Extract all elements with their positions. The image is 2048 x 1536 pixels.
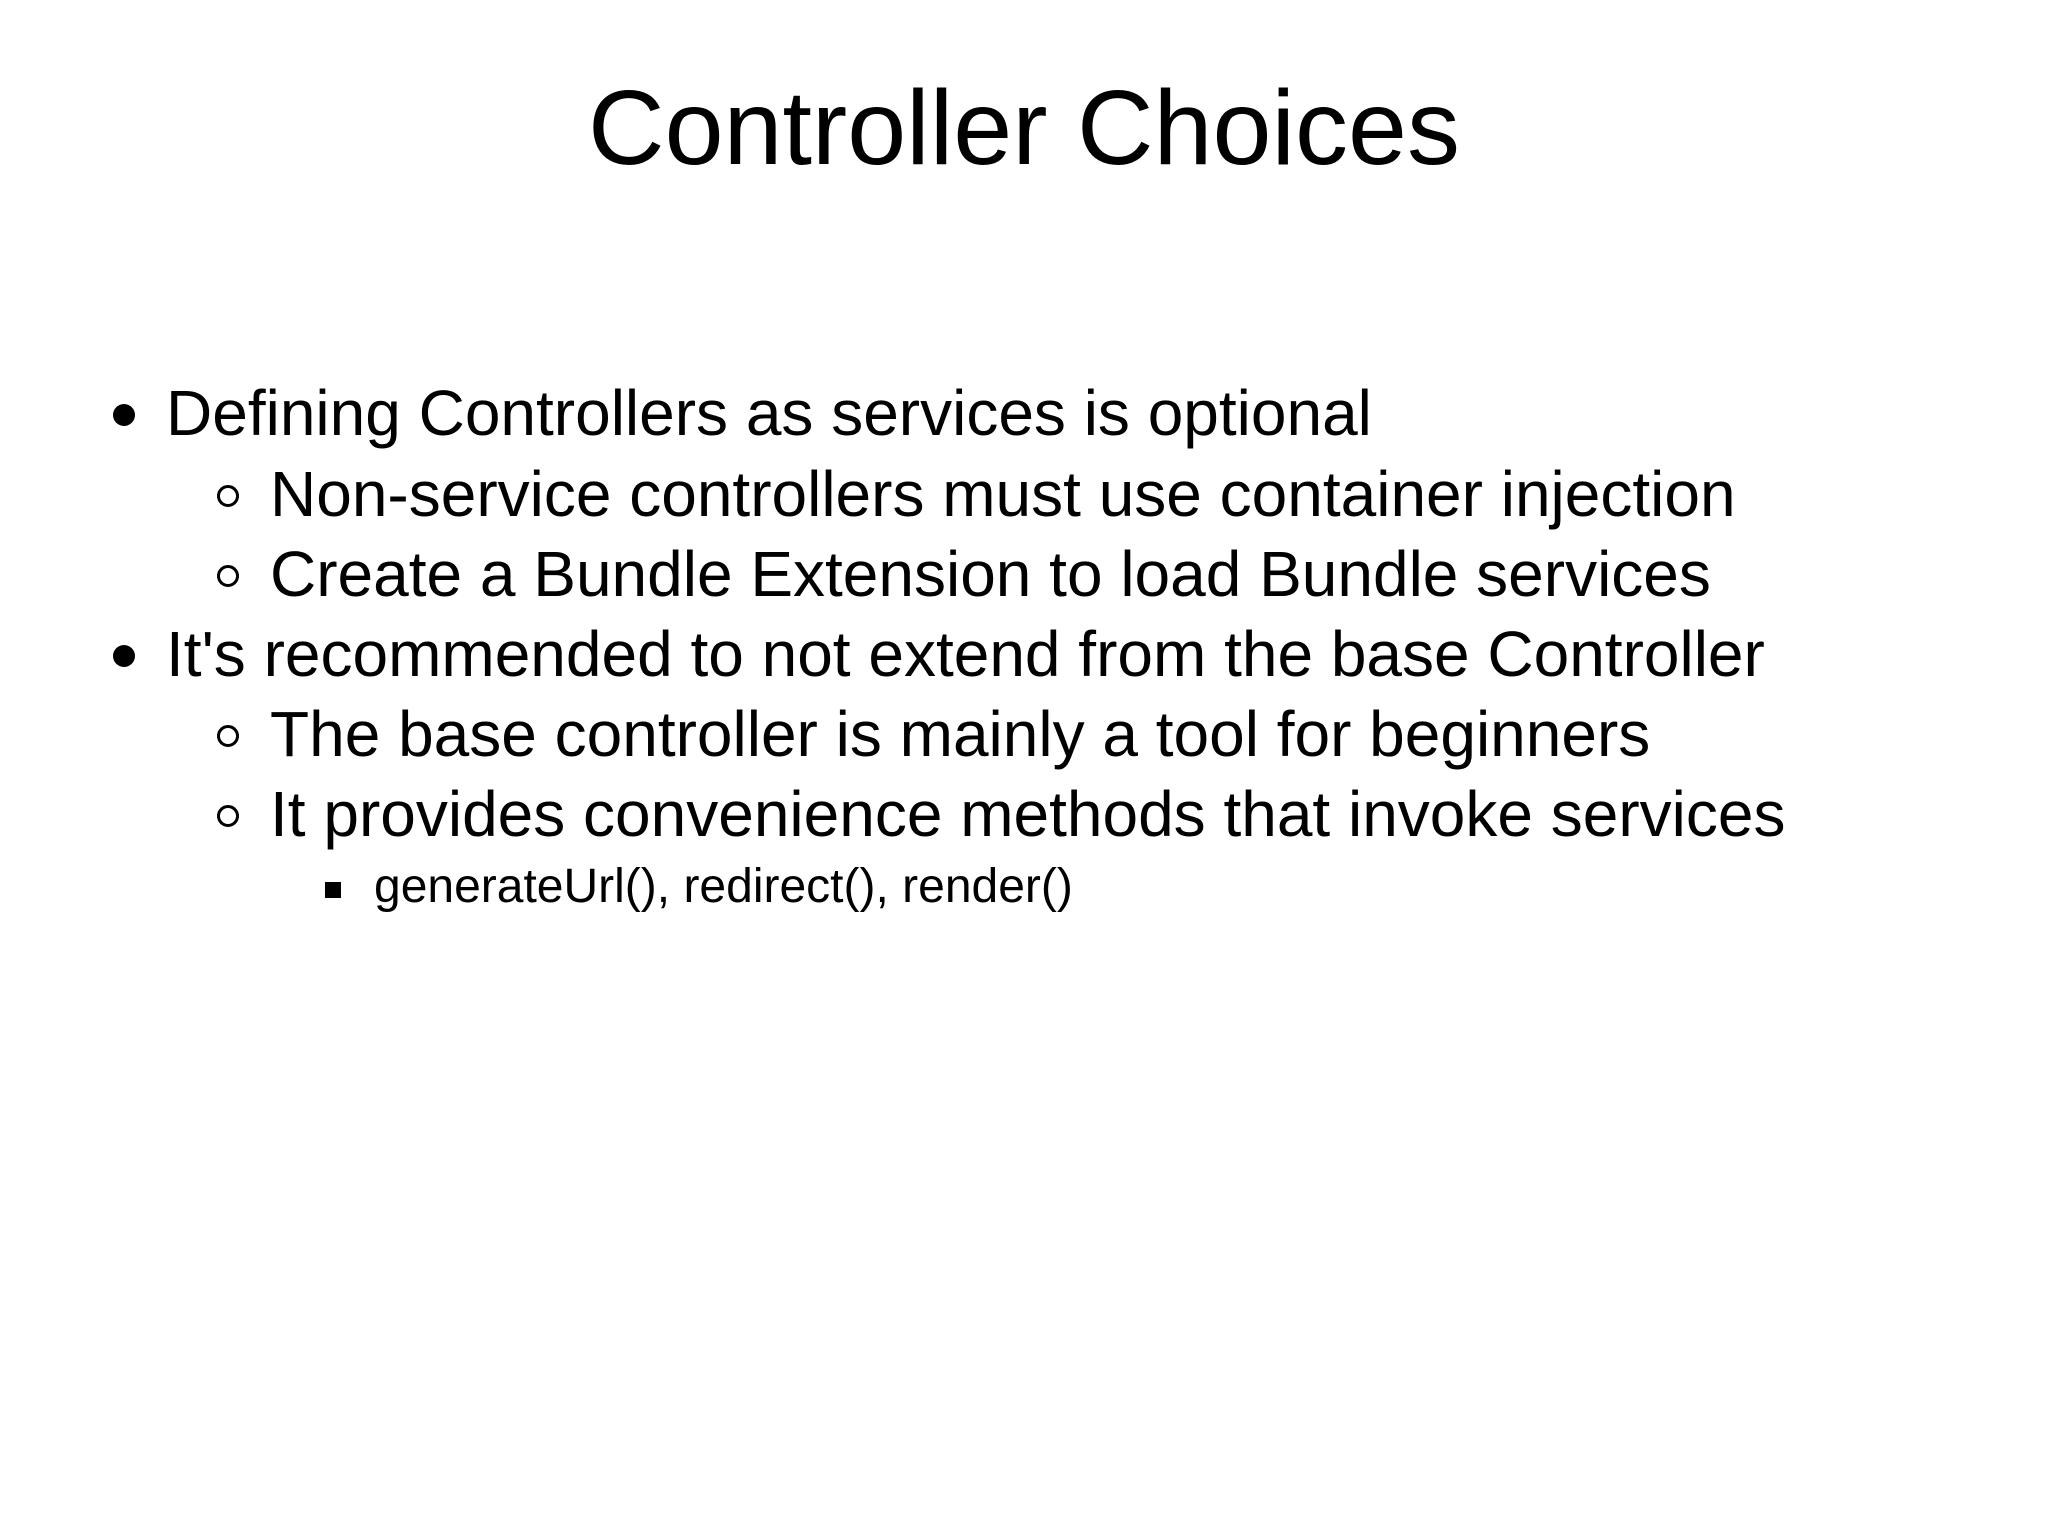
sub-bullet-text: The base controller is mainly a tool for beginners — [270, 698, 1651, 770]
sub-bullet-text: Create a Bundle Extension to load Bundle services — [270, 538, 1711, 610]
slide-title: Controller Choices — [588, 69, 1460, 187]
hollow-circle-bullet-icon — [217, 485, 239, 507]
filled-circle-bullet-icon — [113, 645, 135, 667]
hollow-circle-bullet-icon — [217, 725, 239, 747]
sub-bullet-text: It provides convenience methods that invoke services — [270, 778, 1786, 850]
square-bullet-icon — [325, 882, 341, 898]
sub-bullet-text: Non-service controllers must use container injection — [270, 458, 1736, 530]
hollow-circle-bullet-icon — [217, 805, 239, 827]
hollow-circle-bullet-icon — [217, 565, 239, 587]
bullet-text: Defining Controllers as services is optional — [166, 377, 1372, 449]
sub-sub-bullet-text: generateUrl(), redirect(), render() — [374, 860, 1073, 913]
bullet-text: It's recommended to not extend from the base Controller — [166, 618, 1765, 690]
filled-circle-bullet-icon — [113, 404, 135, 426]
